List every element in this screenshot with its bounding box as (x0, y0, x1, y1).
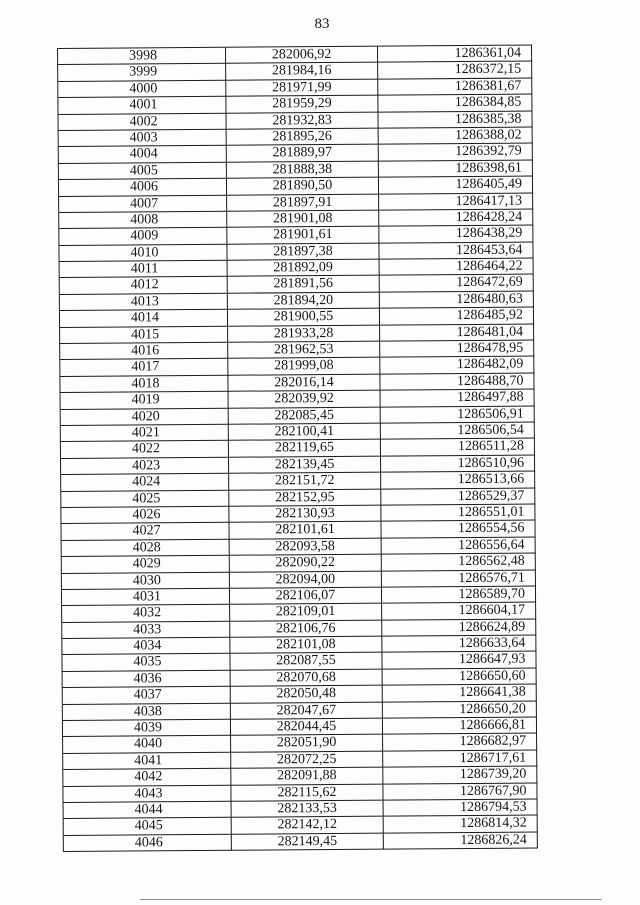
x-coordinate-cell: 281971,99 (226, 79, 378, 97)
x-coordinate-cell: 282016,14 (228, 374, 380, 392)
point-number-cell: 4003 (59, 130, 227, 148)
point-number-cell: 4012 (60, 277, 228, 295)
y-coordinate-cell: 1286480,63 (380, 291, 534, 309)
x-coordinate-cell: 282139,45 (229, 456, 381, 474)
x-coordinate-cell: 281901,61 (227, 227, 379, 245)
y-coordinate-cell: 1286372,15 (378, 62, 532, 80)
x-coordinate-cell: 282044,45 (231, 719, 383, 737)
y-coordinate-cell: 1286556,64 (382, 537, 536, 555)
x-coordinate-cell: 281892,09 (228, 260, 380, 278)
y-coordinate-cell: 1286472,69 (380, 275, 534, 293)
x-coordinate-cell: 282151,72 (229, 473, 381, 491)
point-number-cell: 4022 (61, 441, 229, 459)
y-coordinate-cell: 1286481,04 (380, 324, 534, 342)
coordinates-table (57, 45, 538, 853)
x-coordinate-cell: 281890,50 (227, 178, 379, 196)
point-number-cell: 3999 (58, 64, 226, 82)
point-number-cell: 3998 (58, 48, 226, 66)
x-coordinate-cell: 282119,65 (229, 440, 381, 458)
point-number-cell: 4040 (63, 736, 231, 754)
y-coordinate-cell: 1286624,89 (382, 619, 536, 637)
x-coordinate-cell: 281933,28 (228, 325, 380, 343)
y-coordinate-cell: 1286604,17 (382, 603, 536, 621)
x-coordinate-cell: 282085,45 (229, 407, 381, 425)
point-number-cell: 4013 (60, 294, 228, 312)
y-coordinate-cell: 1286826,24 (384, 832, 538, 850)
point-number-cell: 4005 (59, 162, 227, 180)
point-number-cell: 4045 (64, 818, 232, 836)
point-number-cell: 4037 (63, 687, 231, 705)
y-coordinate-cell: 1286392,79 (379, 144, 533, 162)
point-number-cell: 4004 (59, 146, 227, 164)
x-coordinate-cell: 281894,20 (228, 292, 380, 310)
y-coordinate-cell: 1286814,32 (384, 816, 538, 834)
x-coordinate-cell: 282090,22 (230, 555, 382, 573)
y-coordinate-cell: 1286428,24 (379, 209, 533, 227)
y-coordinate-cell: 1286464,22 (380, 259, 534, 277)
point-number-cell: 4000 (58, 81, 226, 99)
point-number-cell: 4043 (63, 785, 231, 803)
y-coordinate-cell: 1286513,66 (381, 472, 535, 490)
point-number-cell: 4041 (63, 753, 231, 771)
x-coordinate-cell: 282101,08 (230, 637, 382, 655)
point-number-cell: 4044 (64, 802, 232, 820)
y-coordinate-cell: 1286551,01 (381, 504, 535, 522)
scan-edge-line (140, 899, 602, 900)
y-coordinate-cell: 1286478,95 (380, 341, 534, 359)
y-coordinate-cell: 1286482,09 (380, 357, 534, 375)
point-number-cell: 4017 (60, 359, 228, 377)
y-coordinate-cell: 1286682,97 (383, 734, 537, 752)
point-number-cell: 4035 (62, 654, 230, 672)
point-number-cell: 4001 (58, 97, 226, 115)
y-coordinate-cell: 1286506,91 (381, 406, 535, 424)
point-number-cell: 4018 (60, 376, 228, 394)
point-number-cell: 4042 (63, 769, 231, 787)
x-coordinate-cell: 282115,62 (231, 784, 383, 802)
x-coordinate-cell: 282106,76 (230, 620, 382, 638)
x-coordinate-cell: 281900,55 (228, 309, 380, 327)
point-number-cell: 4019 (61, 392, 229, 410)
point-number-cell: 4028 (62, 539, 230, 557)
x-coordinate-cell: 281897,38 (227, 243, 379, 261)
point-number-cell: 4029 (62, 556, 230, 574)
point-number-cell: 4016 (60, 343, 228, 361)
x-coordinate-cell: 281984,16 (226, 63, 378, 81)
x-coordinate-cell: 281891,56 (228, 276, 380, 294)
point-number-cell: 4030 (62, 572, 230, 590)
x-coordinate-cell: 282106,07 (230, 588, 382, 606)
x-coordinate-cell: 281897,91 (227, 194, 379, 212)
point-number-cell: 4039 (63, 720, 231, 738)
y-coordinate-cell: 1286641,38 (383, 685, 537, 703)
point-number-cell: 4015 (60, 326, 228, 344)
point-number-cell: 4027 (61, 523, 229, 541)
x-coordinate-cell: 282142,12 (232, 817, 384, 835)
point-number-cell: 4046 (64, 834, 232, 852)
point-number-cell: 4023 (61, 458, 229, 476)
point-number-cell: 4036 (63, 671, 231, 689)
y-coordinate-cell: 1286554,56 (381, 521, 535, 539)
point-number-cell: 4008 (59, 212, 227, 230)
y-coordinate-cell: 1286497,88 (381, 390, 535, 408)
y-coordinate-cell: 1286361,04 (378, 46, 532, 64)
y-coordinate-cell: 1286529,37 (381, 488, 535, 506)
point-number-cell: 4033 (62, 621, 230, 639)
y-coordinate-cell: 1286794,53 (384, 799, 538, 817)
point-number-cell: 4025 (61, 490, 229, 508)
point-number-cell: 4038 (63, 703, 231, 721)
x-coordinate-cell: 282133,53 (232, 801, 384, 819)
point-number-cell: 4032 (62, 605, 230, 623)
y-coordinate-cell: 1286385,38 (378, 111, 532, 129)
x-coordinate-cell: 282051,90 (231, 735, 383, 753)
x-coordinate-cell: 281888,38 (227, 161, 379, 179)
x-coordinate-cell: 282094,00 (230, 571, 382, 589)
point-number-cell: 4034 (62, 638, 230, 656)
x-coordinate-cell: 282087,55 (230, 653, 382, 671)
y-coordinate-cell: 1286650,20 (383, 701, 537, 719)
point-number-cell: 4002 (58, 113, 226, 131)
point-number-cell: 4014 (60, 310, 228, 328)
x-coordinate-cell: 282091,88 (231, 768, 383, 786)
y-coordinate-cell: 1286633,64 (382, 636, 536, 654)
y-coordinate-cell: 1286511,28 (381, 439, 535, 457)
x-coordinate-cell: 282130,93 (229, 506, 381, 524)
coordinates-table-wrapper (57, 45, 538, 853)
point-number-cell: 4026 (61, 507, 229, 525)
y-coordinate-cell: 1286650,60 (383, 668, 537, 686)
point-number-cell: 4021 (61, 425, 229, 443)
y-coordinate-cell: 1286388,02 (379, 127, 533, 145)
x-coordinate-cell: 281901,08 (227, 211, 379, 229)
page-number: 83 (314, 16, 330, 32)
x-coordinate-cell: 282039,92 (229, 391, 381, 409)
x-coordinate-cell: 282006,92 (226, 47, 378, 65)
x-coordinate-cell: 282100,41 (229, 424, 381, 442)
point-number-cell: 4020 (61, 408, 229, 426)
y-coordinate-cell: 1286398,61 (379, 160, 533, 178)
y-coordinate-cell: 1286488,70 (380, 373, 534, 391)
x-coordinate-cell: 282109,01 (230, 604, 382, 622)
y-coordinate-cell: 1286510,96 (381, 455, 535, 473)
table-row (64, 832, 538, 852)
x-coordinate-cell: 282050,48 (231, 686, 383, 704)
x-coordinate-cell: 282149,45 (232, 833, 384, 851)
x-coordinate-cell: 282047,67 (231, 702, 383, 720)
x-coordinate-cell: 281962,53 (228, 342, 380, 360)
point-number-cell: 4010 (59, 244, 227, 262)
y-coordinate-cell: 1286717,61 (383, 750, 537, 768)
y-coordinate-cell: 1286589,70 (382, 586, 536, 604)
point-number-cell: 4024 (61, 474, 229, 492)
y-coordinate-cell: 1286739,20 (383, 767, 537, 785)
x-coordinate-cell: 282152,95 (229, 489, 381, 507)
x-coordinate-cell: 281932,83 (226, 112, 378, 130)
x-coordinate-cell: 281889,97 (227, 145, 379, 163)
x-coordinate-cell: 281959,29 (226, 96, 378, 114)
point-number-cell: 4007 (59, 195, 227, 213)
y-coordinate-cell: 1286405,49 (379, 177, 533, 195)
x-coordinate-cell: 282070,68 (231, 669, 383, 687)
y-coordinate-cell: 1286417,13 (379, 193, 533, 211)
y-coordinate-cell: 1286453,64 (379, 242, 533, 260)
y-coordinate-cell: 1286767,90 (383, 783, 537, 801)
x-coordinate-cell: 282093,58 (230, 538, 382, 556)
y-coordinate-cell: 1286384,85 (378, 95, 532, 113)
point-number-cell: 4031 (62, 589, 230, 607)
y-coordinate-cell: 1286576,71 (382, 570, 536, 588)
point-number-cell: 4006 (59, 179, 227, 197)
y-coordinate-cell: 1286485,92 (380, 308, 534, 326)
point-number-cell: 4011 (60, 261, 228, 279)
y-coordinate-cell: 1286666,81 (383, 718, 537, 736)
y-coordinate-cell: 1286506,54 (381, 422, 535, 440)
y-coordinate-cell: 1286381,67 (378, 78, 532, 96)
x-coordinate-cell: 281999,08 (228, 358, 380, 376)
y-coordinate-cell: 1286562,48 (382, 554, 536, 572)
y-coordinate-cell: 1286438,29 (379, 226, 533, 244)
x-coordinate-cell: 281895,26 (227, 129, 379, 147)
x-coordinate-cell: 282101,61 (229, 522, 381, 540)
point-number-cell: 4009 (59, 228, 227, 246)
y-coordinate-cell: 1286647,93 (382, 652, 536, 670)
x-coordinate-cell: 282072,25 (231, 751, 383, 769)
